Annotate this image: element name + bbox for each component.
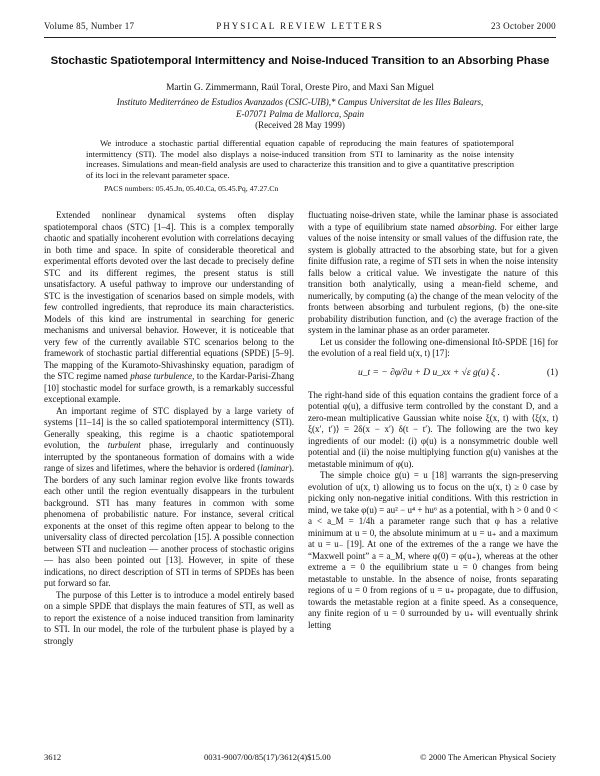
- paragraph: fluctuating noise-driven state, while the laminar phase is associated with a type of equilibrium state named absorbing. For either large values of the noise intensity or small values of the diffusion rate, the system is globally attracted to the absorbing state, but for a given finite diffusion rate, a regime of STI sets in when the noise intensity falls below a critical value. We investigate the nature of this transition both analytically, using a mean-field scheme, and numerically, by computing (a) the change of the mean velocity of the fronts between absorbing and turbulent regions, (b) the one-site probability distribution function, and (c) the average fraction of the system in the laminar phase as an order parameter.: [308, 210, 558, 335]
- copyright: © 2000 The American Physical Society: [420, 752, 556, 762]
- received-date: (Received 28 May 1999): [255, 120, 345, 130]
- paragraph: Extended nonlinear dynamical systems often display spatiotemporal chaos (STC) [1–4]. This is a complex temporally chaotic and spatially incoherent evolution with correlations decaying in both time and space. In spite of considerable theoretical and experimental efforts devoted over the last decade to precisely define STC and its different regimes, the present status is still unsatisfactory. A useful pathway to improve our understanding of STC is the investigation of scenarios based on simple models, with few controlled ingredients, that reproduce its main characteristics. Models of this kind are instrumental in searching for generic mechanisms and universal behavior. However, it is noticeable that very few of the currently available STC scenarios belong to the framework of stochastic partial differential equations (SPDE) [5–9]. The mapping of the Kuramoto-Shivashinsky equation, paradigm of the STC regime named phase turbulence, to the Kardar-Parisi-Zhang [10] stochastic model for surface growth, is a remarkably successful exceptional example.: [44, 210, 294, 404]
- author-list: Martin G. Zimmermann, Raúl Toral, Oreste Piro, and Maxi San Miguel: [166, 83, 434, 93]
- paragraph: Let us consider the following one-dimensional Itô-SPDE [16] for the evolution of a real field u(x, t) [17]:: [308, 336, 558, 358]
- volume-number: Volume 85, Number 17: [44, 21, 135, 31]
- equation-body: u_t = − ∂φ/∂u + D u_xx + √ε g(u) ξ .: [358, 367, 500, 378]
- paper-title: Stochastic Spatiotemporal Intermittency and Noise-Induced Transition to an Absorbing Phase: [50, 55, 550, 67]
- equation-number: (1): [546, 367, 558, 378]
- paragraph: An important regime of STC displayed by a large variety of systems [11–14] is the so called spatiotemporal intermittency (STI). Generally speaking, this regime is a chaotic spatiotemporal evolution, the turbulent phase, irregularly and continuously interrupted by the spontaneous formation of domains with a wide range of sizes and lifetimes, where the behavior is ordered (laminar). The borders of any such laminar region evolve like fronts towards each other until the region eventually disappears in the turbulent background. STI has many features in common with some phenomena of probabilistic nature. For instance, several critical exponents at the onset of this regime often appear to belong to the universality class of directed percolation [15]. A possible connection between STI and nucleation — another process of stochastic origins — has also been pointed out [13]. However, in spite of these indications, no direct description of STI in terms of SPDEs has been put forward so far.: [44, 405, 295, 588]
- paragraph: The simple choice g(u) = u [18] warrants the sign-preserving evolution of u(x, t) allowing us to focus on the u(x, t) ≥ 0 case by picking only non-negative initial conditions. With this restriction in mind, we take φ(u) = au² − u⁴ + hu⁶ as a potential, with h > 0 and 0 < a < a_M = 1/4h a parameter range such that φ has a relative minimum at u = 0, the absolute minimum at u = u₊ and a maximum at u = u₋ [19]. At one of the extremes of the a range we have the “Maxwell point” a = a_M, where φ(0) = φ(u₊), whereas at the other extreme a = 0 the equilibrium state u = 0 changes from being metastable to unstable. In the absence of noise, fronts separating regions of u = 0 from regions of u = u₊ propagate, due to diffusion, towards the metastable region at a finite speed. As a consequence, any finite region of u = 0 surrounded by u₊ will eventually shrink letting: [308, 470, 558, 630]
- page-number: 3612: [44, 752, 62, 762]
- equation-1: [308, 362, 558, 388]
- article-code: 0031-9007/00/85(17)/3612(4)$15.00: [204, 752, 331, 762]
- pacs-numbers: PACS numbers: 05.45.Jn, 05.40.Ca, 05.45.Pq, 47.27.Cn: [104, 184, 279, 193]
- affiliation-line-2: E-07071 Palma de Mallorca, Spain: [236, 108, 364, 119]
- affiliation-line-1: Instituto Mediterráneo de Estudios Avanzados (CSIC-UIB),* Campus Universitat de les Illes Balears,: [116, 97, 484, 107]
- running-header: [44, 21, 556, 35]
- paragraph: The right-hand side of this equation contains the gradient force of a potential φ(u), a diffusive term controlled by the constant D, and a zero-mean multiplicative Gaussian white noise ξ(x, t) with ⟨ξ(x, t) ξ(x′, t′)⟩ = 2δ(x − x′) δ(t − t′). The following are the two key ingredients of our model: (i) φ(u) is a nonsymmetric double well potential and (ii) the noise multiplying function g(u) vanishes at the metastable minimum of φ(u).: [308, 389, 558, 469]
- right-column: [308, 210, 558, 631]
- abstract: We introduce a stochastic partial differential equation capable of reproducing the main features of spatiotemporal intermittency (STI). The model also displays a noise-induced transition from STI to laminarity as the noise intensity increases. Simulations and mean-field analysis are used to characterize this transition and to give a quantitative prescription of its loci in the relevant parameter space.: [86, 138, 514, 180]
- issue-date: 23 October 2000: [491, 21, 556, 31]
- header-rule: [44, 37, 556, 38]
- journal-name: PHYSICAL REVIEW LETTERS: [216, 21, 384, 31]
- affiliation: [70, 97, 530, 120]
- left-column: [44, 210, 294, 647]
- paragraph: The purpose of this Letter is to introduce a model entirely based on a simple SPDE that displays the main features of STI, as well as to report the existence of a noise induced transition from laminarity to STI. In our model, the role of the turbulent phase is played by a strongly: [44, 589, 294, 646]
